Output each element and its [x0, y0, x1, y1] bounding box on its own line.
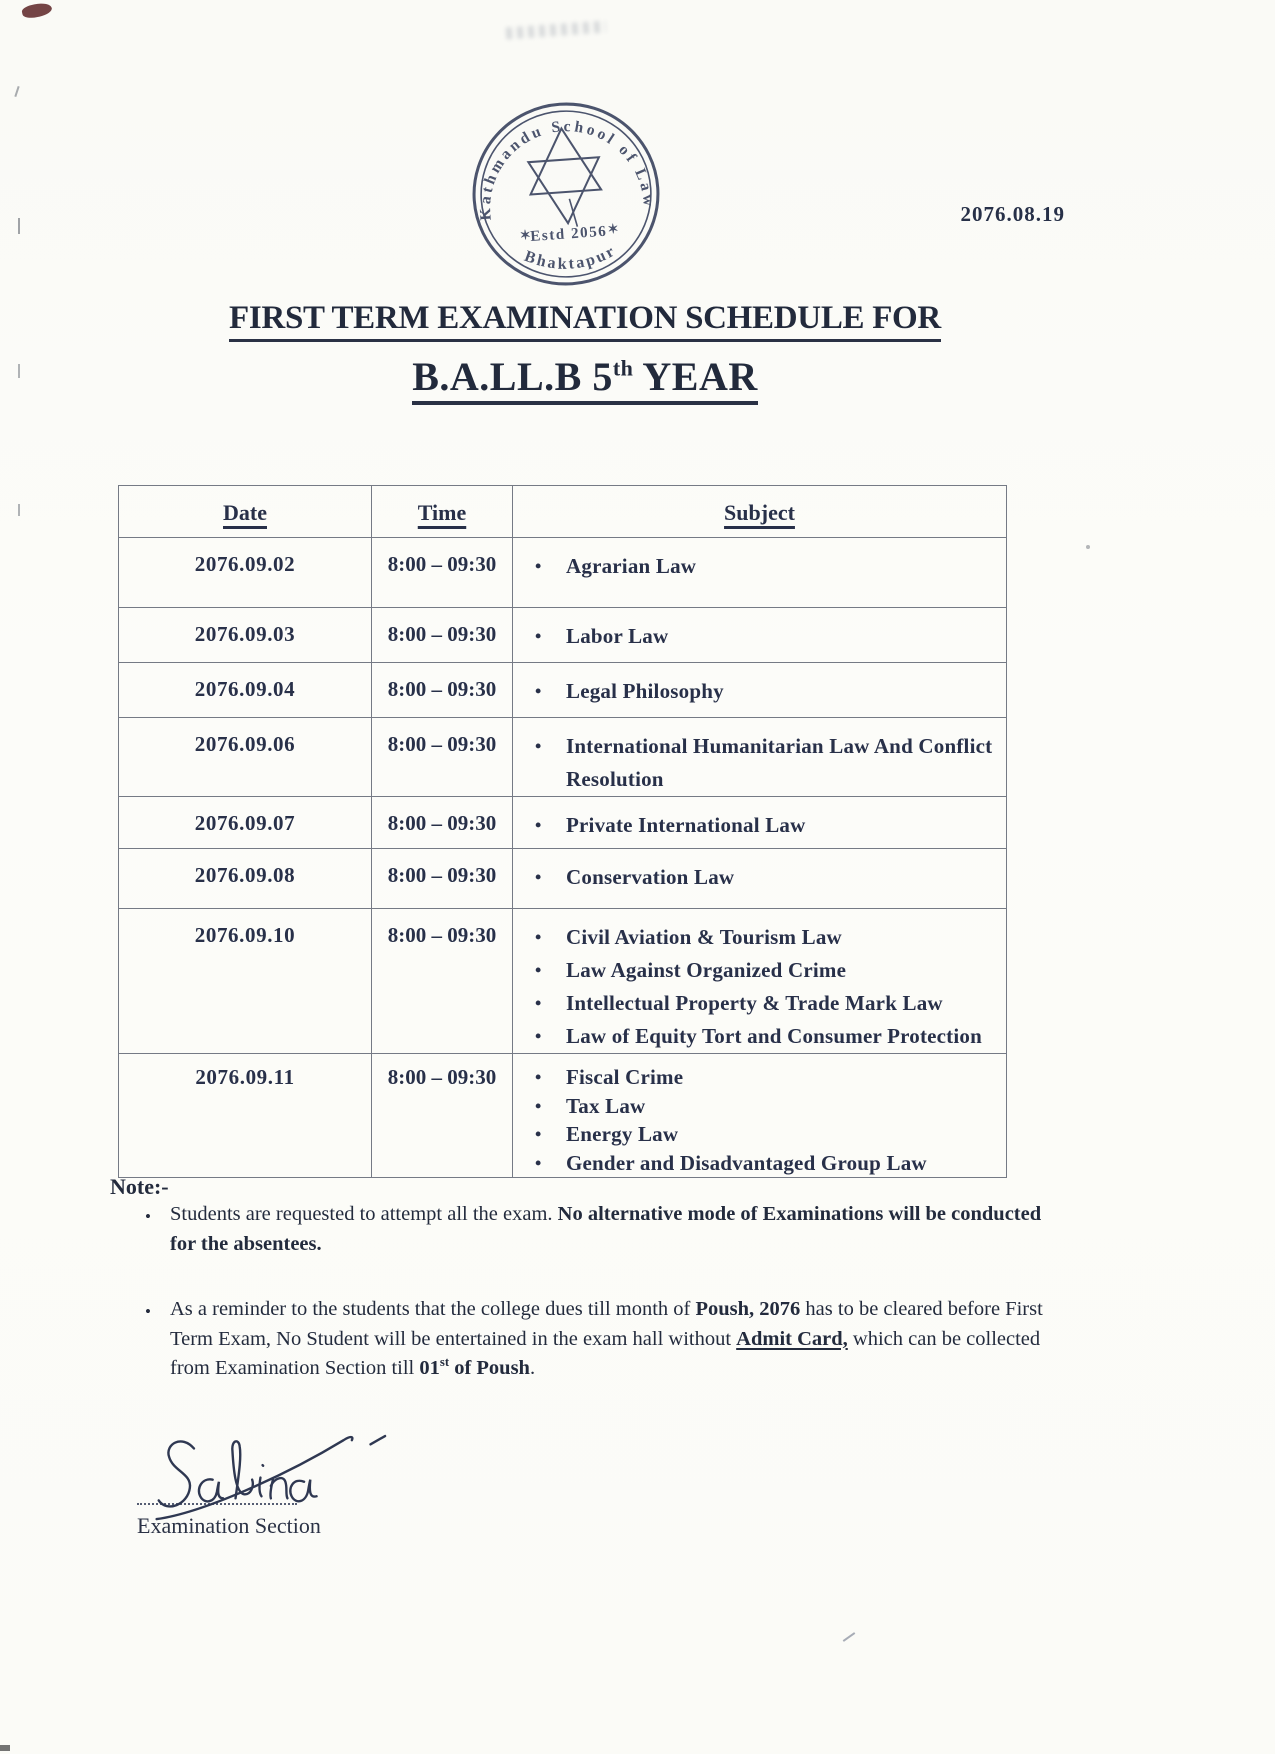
subject-label: Tax Law — [566, 1093, 646, 1118]
exam-subjects-cell — [513, 608, 1007, 663]
schedule-row — [119, 1054, 1007, 1178]
subject-item — [535, 861, 994, 894]
bullet-icon: • — [535, 681, 542, 701]
column-header-time: Time — [372, 486, 513, 538]
exam-time-cell: 8:00 – 09:30 — [372, 608, 513, 663]
exam-subjects-cell — [513, 1054, 1007, 1178]
scan-artifact-tick — [18, 504, 20, 516]
star-of-david-icon — [526, 126, 603, 230]
bullet-icon: • — [535, 960, 542, 980]
schedule-table — [118, 485, 1007, 1178]
bullet-icon: • — [535, 1124, 542, 1144]
school-stamp — [464, 92, 669, 297]
exam-time-cell: 8:00 – 09:30 — [372, 538, 513, 608]
scan-artifact-smudge — [506, 21, 607, 40]
bullet-icon: • — [145, 1302, 151, 1321]
note-item — [145, 1200, 1050, 1259]
exam-date-cell: 2076.09.04 — [119, 663, 372, 718]
schedule-row — [119, 797, 1007, 849]
bullet-icon: • — [535, 1067, 542, 1087]
page-subtitle: B.A.LL.B 5th YEAR — [412, 353, 758, 405]
schedule-row — [119, 849, 1007, 909]
exam-time-cell: 8:00 – 09:30 — [372, 718, 513, 797]
exam-time-cell: 8:00 – 09:30 — [372, 1054, 513, 1178]
signature-label: Examination Section — [137, 1513, 321, 1538]
exam-subjects-cell — [513, 718, 1007, 797]
note-label: Note:- — [110, 1174, 169, 1199]
note-item — [145, 1295, 1050, 1384]
subject-item — [535, 1092, 994, 1121]
subject-label: Law of Equity Tort and Consumer Protection — [566, 1024, 982, 1048]
exam-time-cell: 8:00 – 09:30 — [372, 909, 513, 1054]
bullet-icon: • — [535, 927, 542, 947]
subject-label: Conservation Law — [566, 865, 735, 889]
schedule-row — [119, 718, 1007, 797]
subject-item — [535, 921, 994, 954]
bullet-icon: • — [535, 993, 542, 1013]
stamp-star-icon: ✶ — [606, 220, 620, 237]
bullet-icon: • — [535, 867, 542, 887]
exam-date-cell: 2076.09.03 — [119, 608, 372, 663]
stamp-arc-text: Kathmandu School of Law — [476, 118, 658, 221]
signature-block — [110, 1415, 530, 1575]
exam-subjects-cell — [513, 849, 1007, 909]
note-text: As a reminder to the students that the college dues till month of Poush, 2076 has to be cleared before First Term Exam, No Student will be entertained in the exam hall without Admit Card, which can be collected from Examination Section till 01st of Poush. — [170, 1298, 1043, 1379]
subject-label: Law Against Organized Crime — [566, 958, 847, 982]
schedule-row — [119, 663, 1007, 718]
schedule-row — [119, 608, 1007, 663]
schedule-table-body — [119, 538, 1007, 1178]
subject-item — [535, 730, 994, 796]
subject-label: Intellectual Property & Trade Mark Law — [566, 991, 943, 1015]
stamp-estd-text: Estd 2056 — [529, 222, 608, 246]
exam-time-cell: 8:00 – 09:30 — [372, 797, 513, 849]
subject-item — [535, 620, 994, 653]
scan-artifact-tick — [14, 86, 19, 97]
exam-time-cell: 8:00 – 09:30 — [372, 663, 513, 718]
bullet-icon: • — [535, 1152, 542, 1173]
bullet-icon: • — [535, 556, 542, 576]
note-text: Students are requested to attempt all the exam. No alternative mode of Examinations will be conducted for the absentees. — [170, 1203, 1042, 1255]
subject-label: Labor Law — [566, 624, 669, 648]
subject-item — [535, 1063, 994, 1092]
subject-label: Civil Aviation & Tourism Law — [566, 925, 842, 949]
exam-time-cell: 8:00 – 09:30 — [372, 849, 513, 909]
bullet-icon: • — [535, 1095, 542, 1116]
issue-date: 2076.08.19 — [960, 202, 1065, 226]
exam-date-cell: 2076.09.10 — [119, 909, 372, 1054]
exam-date-cell: 2076.09.06 — [119, 718, 372, 797]
schedule-row — [119, 538, 1007, 608]
subject-item — [535, 987, 994, 1020]
exam-subjects-cell — [513, 663, 1007, 718]
subject-label: Energy Law — [566, 1122, 679, 1146]
handwritten-signature — [140, 1413, 410, 1538]
bullet-icon: • — [535, 626, 542, 646]
subject-item — [535, 809, 994, 842]
subject-item — [535, 1149, 994, 1178]
scan-artifact-dot — [1086, 545, 1090, 549]
bullet-icon: • — [535, 1026, 542, 1046]
bullet-icon: • — [535, 815, 542, 835]
column-header-subject: Subject — [513, 486, 1007, 538]
subject-label: Legal Philosophy — [566, 679, 724, 703]
schedule-header-row — [119, 486, 1007, 538]
subject-item — [535, 550, 994, 583]
bullet-icon: • — [535, 736, 542, 756]
subject-item — [535, 1020, 994, 1053]
notes-list — [145, 1200, 1050, 1420]
subject-label: Private International Law — [566, 813, 806, 837]
subject-label: Agrarian Law — [566, 554, 697, 578]
exam-date-cell: 2076.09.07 — [119, 797, 372, 849]
subject-item — [535, 954, 994, 987]
exam-date-cell: 2076.09.11 — [119, 1054, 372, 1178]
subject-label: Fiscal Crime — [566, 1065, 684, 1089]
scan-artifact-tick — [18, 218, 20, 234]
subject-item — [535, 1120, 994, 1149]
scan-artifact-slash — [843, 1632, 856, 1642]
exam-subjects-cell — [513, 797, 1007, 849]
schedule-row — [119, 909, 1007, 1054]
stamp-bottom-text: Bhaktapur — [522, 242, 620, 273]
exam-date-cell: 2076.09.02 — [119, 538, 372, 608]
bullet-icon: • — [145, 1207, 151, 1226]
page-title: FIRST TERM EXAMINATION SCHEDULE FOR — [229, 300, 941, 342]
subject-label: Gender and Disadvantaged Group Law — [566, 1150, 927, 1175]
column-header-date: Date — [119, 486, 372, 538]
exam-subjects-cell — [513, 538, 1007, 608]
stamp-star-icon: ✶ — [519, 227, 532, 243]
exam-date-cell: 2076.09.08 — [119, 849, 372, 909]
scan-artifact-corner-mark — [21, 1, 53, 20]
subject-label: International Humanitarian Law And Conflict Resolution — [566, 734, 993, 791]
scan-artifact-corner-mark — [0, 1745, 10, 1751]
exam-subjects-cell — [513, 909, 1007, 1054]
subject-item — [535, 675, 994, 708]
